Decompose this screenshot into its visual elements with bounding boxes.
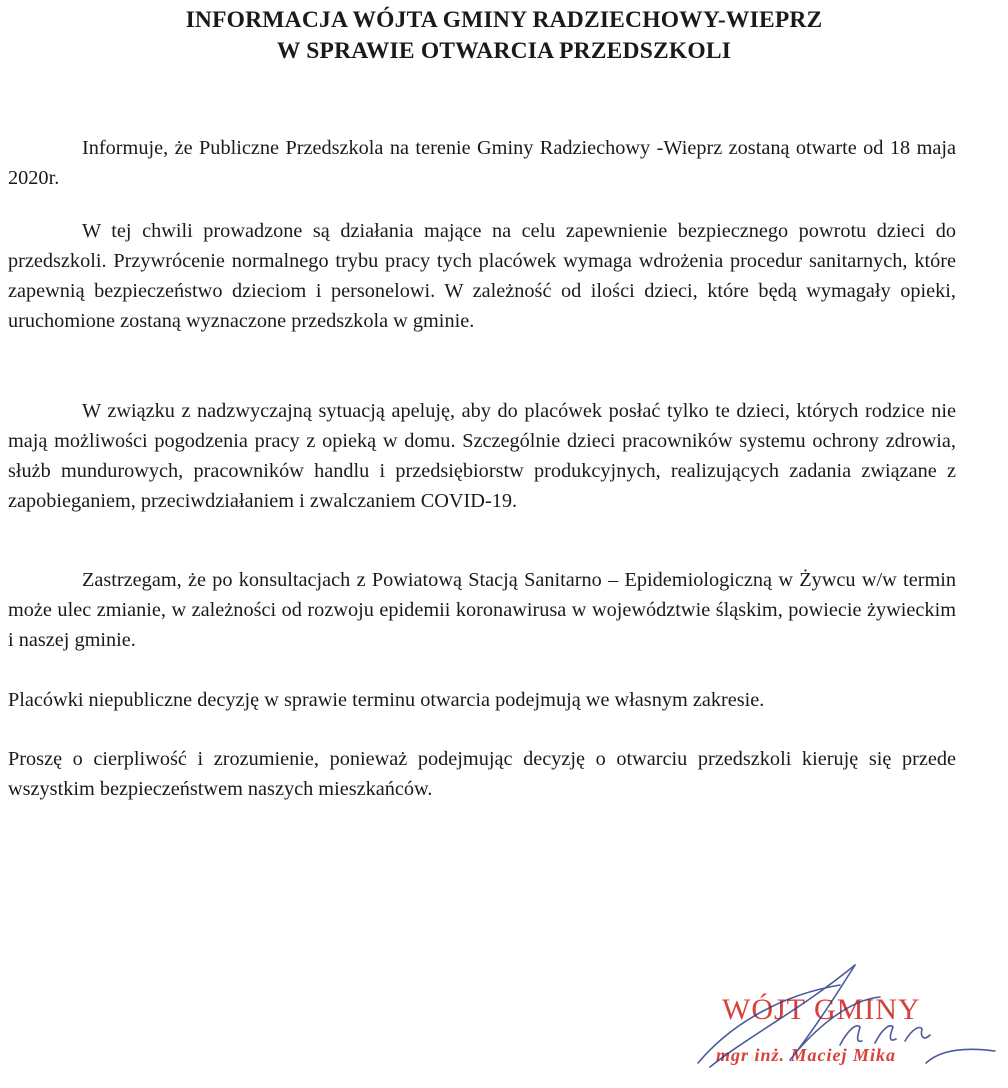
stamp-title: WÓJT GMINY [722,993,921,1026]
handwritten-signature-icon [690,955,1000,1085]
paragraph-preparations: W tej chwili prowadzone są działania mające na celu zapewnienie bezpiecznego powrotu dzieci do przedszkoli. Przywrócenie normalnego trybu pracy tych placówek wymaga wdrożenia procedur sanitarnych, które zapewnią bezpieczeństwo dzieciom i personelowi. W zależność od ilości dzieci, które będą wymagały opieki, uruchomione zostaną wyznaczone przedszkola w gminie. [8,220,956,332]
signature-stamp [690,955,1000,1085]
paragraph-appeal: W związku z nadzwyczajną sytuacją apeluję, aby do placówek posłać tylko te dzieci, których rodzice nie mają możliwości pogodzenia pracy z opieką w domu. Szczególnie dzieci pracowników systemu ochrony zdrowia, służb mundurowych, pracowników handlu i przedsiębiorstw produkcyjnych, realizujących zadania związane z zapobieganiem, przeciwdziałaniem i zwalczaniem COVID-19. [8,400,956,512]
stamp-name: mgr inż. Maciej Mika [716,1045,897,1065]
document-title-line-1: INFORMACJA WÓJTA GMINY RADZIECHOWY-WIEPRZ [185,7,823,33]
paragraph-closing: Proszę o cierpliwość i zrozumienie, ponieważ podejmując decyzję o otwarciu przedszkoli kieruję się przede wszystkim bezpieczeństwem naszych mieszkańców. [8,748,956,800]
paragraph-opening-date: Informuje, że Publiczne Przedszkola na terenie Gminy Radziechowy -Wieprz zostaną otwarte od 18 maja 2020r. [8,137,956,189]
paragraph-reservation: Zastrzegam, że po konsultacjach z Powiatową Stacją Sanitarno – Epidemiologiczną w Żywcu w/w termin może ulec zmianie, w zależności od rozwoju epidemii koronawirusa w województwie śląskim, powiecie żywieckim i naszej gminie. [8,569,956,651]
document-title-line-2: W SPRAWIE OTWARCIA PRZEDSZKOLI [276,38,732,64]
paragraph-non-public: Placówki niepubliczne decyzję w sprawie terminu otwarcia podejmują we własnym zakresie. [8,689,765,711]
